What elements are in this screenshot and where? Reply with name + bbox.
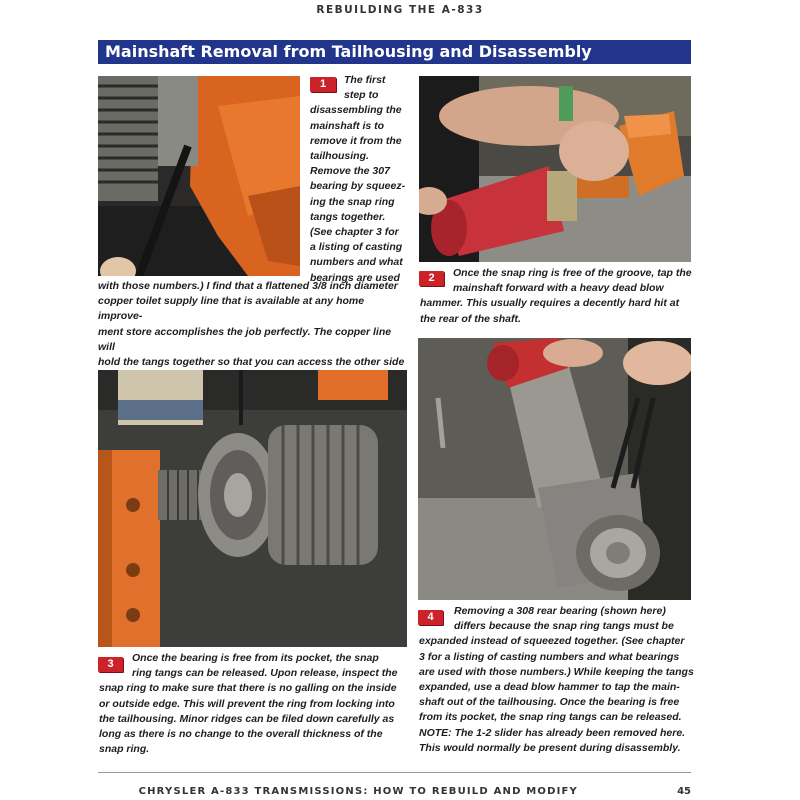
caption-4-line: This would normally be present during disassembly. [419, 741, 681, 754]
caption-1-line: ment store accomplishes the job perfectly. The copper line will [98, 325, 392, 353]
caption-4 [419, 604, 694, 756]
caption-1-line: step to [344, 89, 379, 102]
caption-4-line: expanded, use a dead blow hammer to tap the main- [419, 681, 680, 694]
caption-1-line: ing the snap ring [310, 195, 395, 208]
page-number: 45 [677, 786, 691, 797]
caption-3-line: the tailhousing. Minor ridges can be filed down carefully as [99, 712, 395, 725]
caption-1-line: disassembling the [310, 104, 402, 117]
caption-4-line: Removing a 308 rear bearing (shown here) [454, 605, 666, 617]
caption-1-line: remove it from the [310, 134, 402, 147]
caption-4-line: expanded instead of squeezed together. (See chapter [419, 635, 685, 648]
caption-4-line: NOTE: The 1-2 slider has already been removed here. [419, 726, 686, 739]
caption-4-line: differs because the snap ring tangs must be [454, 620, 674, 633]
caption-4-line: 3 for a listing of casting numbers and what bearings [419, 650, 680, 663]
photo-4 [418, 338, 691, 600]
caption-1-line: with those numbers.) I find that a flattened 3/8 inch diameter [98, 280, 398, 292]
caption-3-line: long as there is no change to the overall thickness of the [99, 728, 383, 741]
caption-2-line: mainshaft forward with a heavy dead blow [453, 282, 664, 295]
badge-2: 2 [419, 271, 444, 286]
caption-1-line: Remove the 307 [310, 165, 390, 178]
photo-1 [98, 76, 300, 276]
caption-1-line: hold the tangs together so that you can access the other side [98, 356, 405, 369]
caption-1-line: numbers and what [310, 256, 403, 269]
caption-2-line: the rear of the shaft. [420, 312, 521, 325]
badge-4: 4 [418, 610, 443, 625]
running-head: REBUILDING THE A-833 [316, 4, 484, 16]
caption-3 [99, 651, 411, 757]
caption-1-line: The first [344, 74, 386, 86]
caption-2 [420, 266, 692, 327]
caption-4-line: are used with those numbers.) While keeping the tangs [419, 665, 694, 678]
caption-1-line: bearings are used [310, 271, 400, 284]
footer-book-title: CHRYSLER A-833 TRANSMISSIONS: HOW TO REBUILD AND MODIFY [138, 786, 578, 797]
footer-divider [98, 772, 691, 773]
caption-1-narrow [310, 73, 410, 286]
caption-2-line: hammer. This usually requires a decently hard hit at [420, 297, 680, 310]
caption-3-line: snap ring. [99, 743, 150, 756]
caption-1-line: bearing by squeez- [310, 180, 406, 193]
caption-4-line: from its pocket, the snap ring tangs can be released. [419, 711, 682, 724]
badge-1: 1 [310, 77, 336, 92]
caption-1-line: copper toilet supply line that is available at any home improve- [98, 295, 365, 323]
photo-3 [98, 370, 407, 647]
caption-1-line: tailhousing. [310, 150, 369, 163]
caption-3-line: ring tangs can be released. Upon release, inspect the [132, 667, 398, 680]
caption-3-line: snap ring to make sure that there is no galling on the inside [99, 682, 397, 695]
caption-1-line: a listing of casting [310, 241, 403, 254]
caption-1-line: (See chapter 3 for [310, 226, 399, 239]
caption-1-line: mainshaft is to [310, 119, 385, 132]
caption-1-line: tangs together. [310, 210, 386, 223]
caption-3-line: or outside edge. This will prevent the ring from locking into [99, 697, 395, 710]
section-title: Mainshaft Removal from Tailhousing and Disassembly [98, 40, 691, 64]
caption-3-line: Once the bearing is free from its pocket, the snap [132, 652, 379, 664]
badge-3: 3 [98, 657, 123, 672]
caption-4-line: shaft out of the tailhousing. Once the bearing is free [419, 696, 680, 709]
photo-2 [419, 76, 691, 262]
caption-2-line: Once the snap ring is free of the groove, tap the [453, 267, 692, 279]
